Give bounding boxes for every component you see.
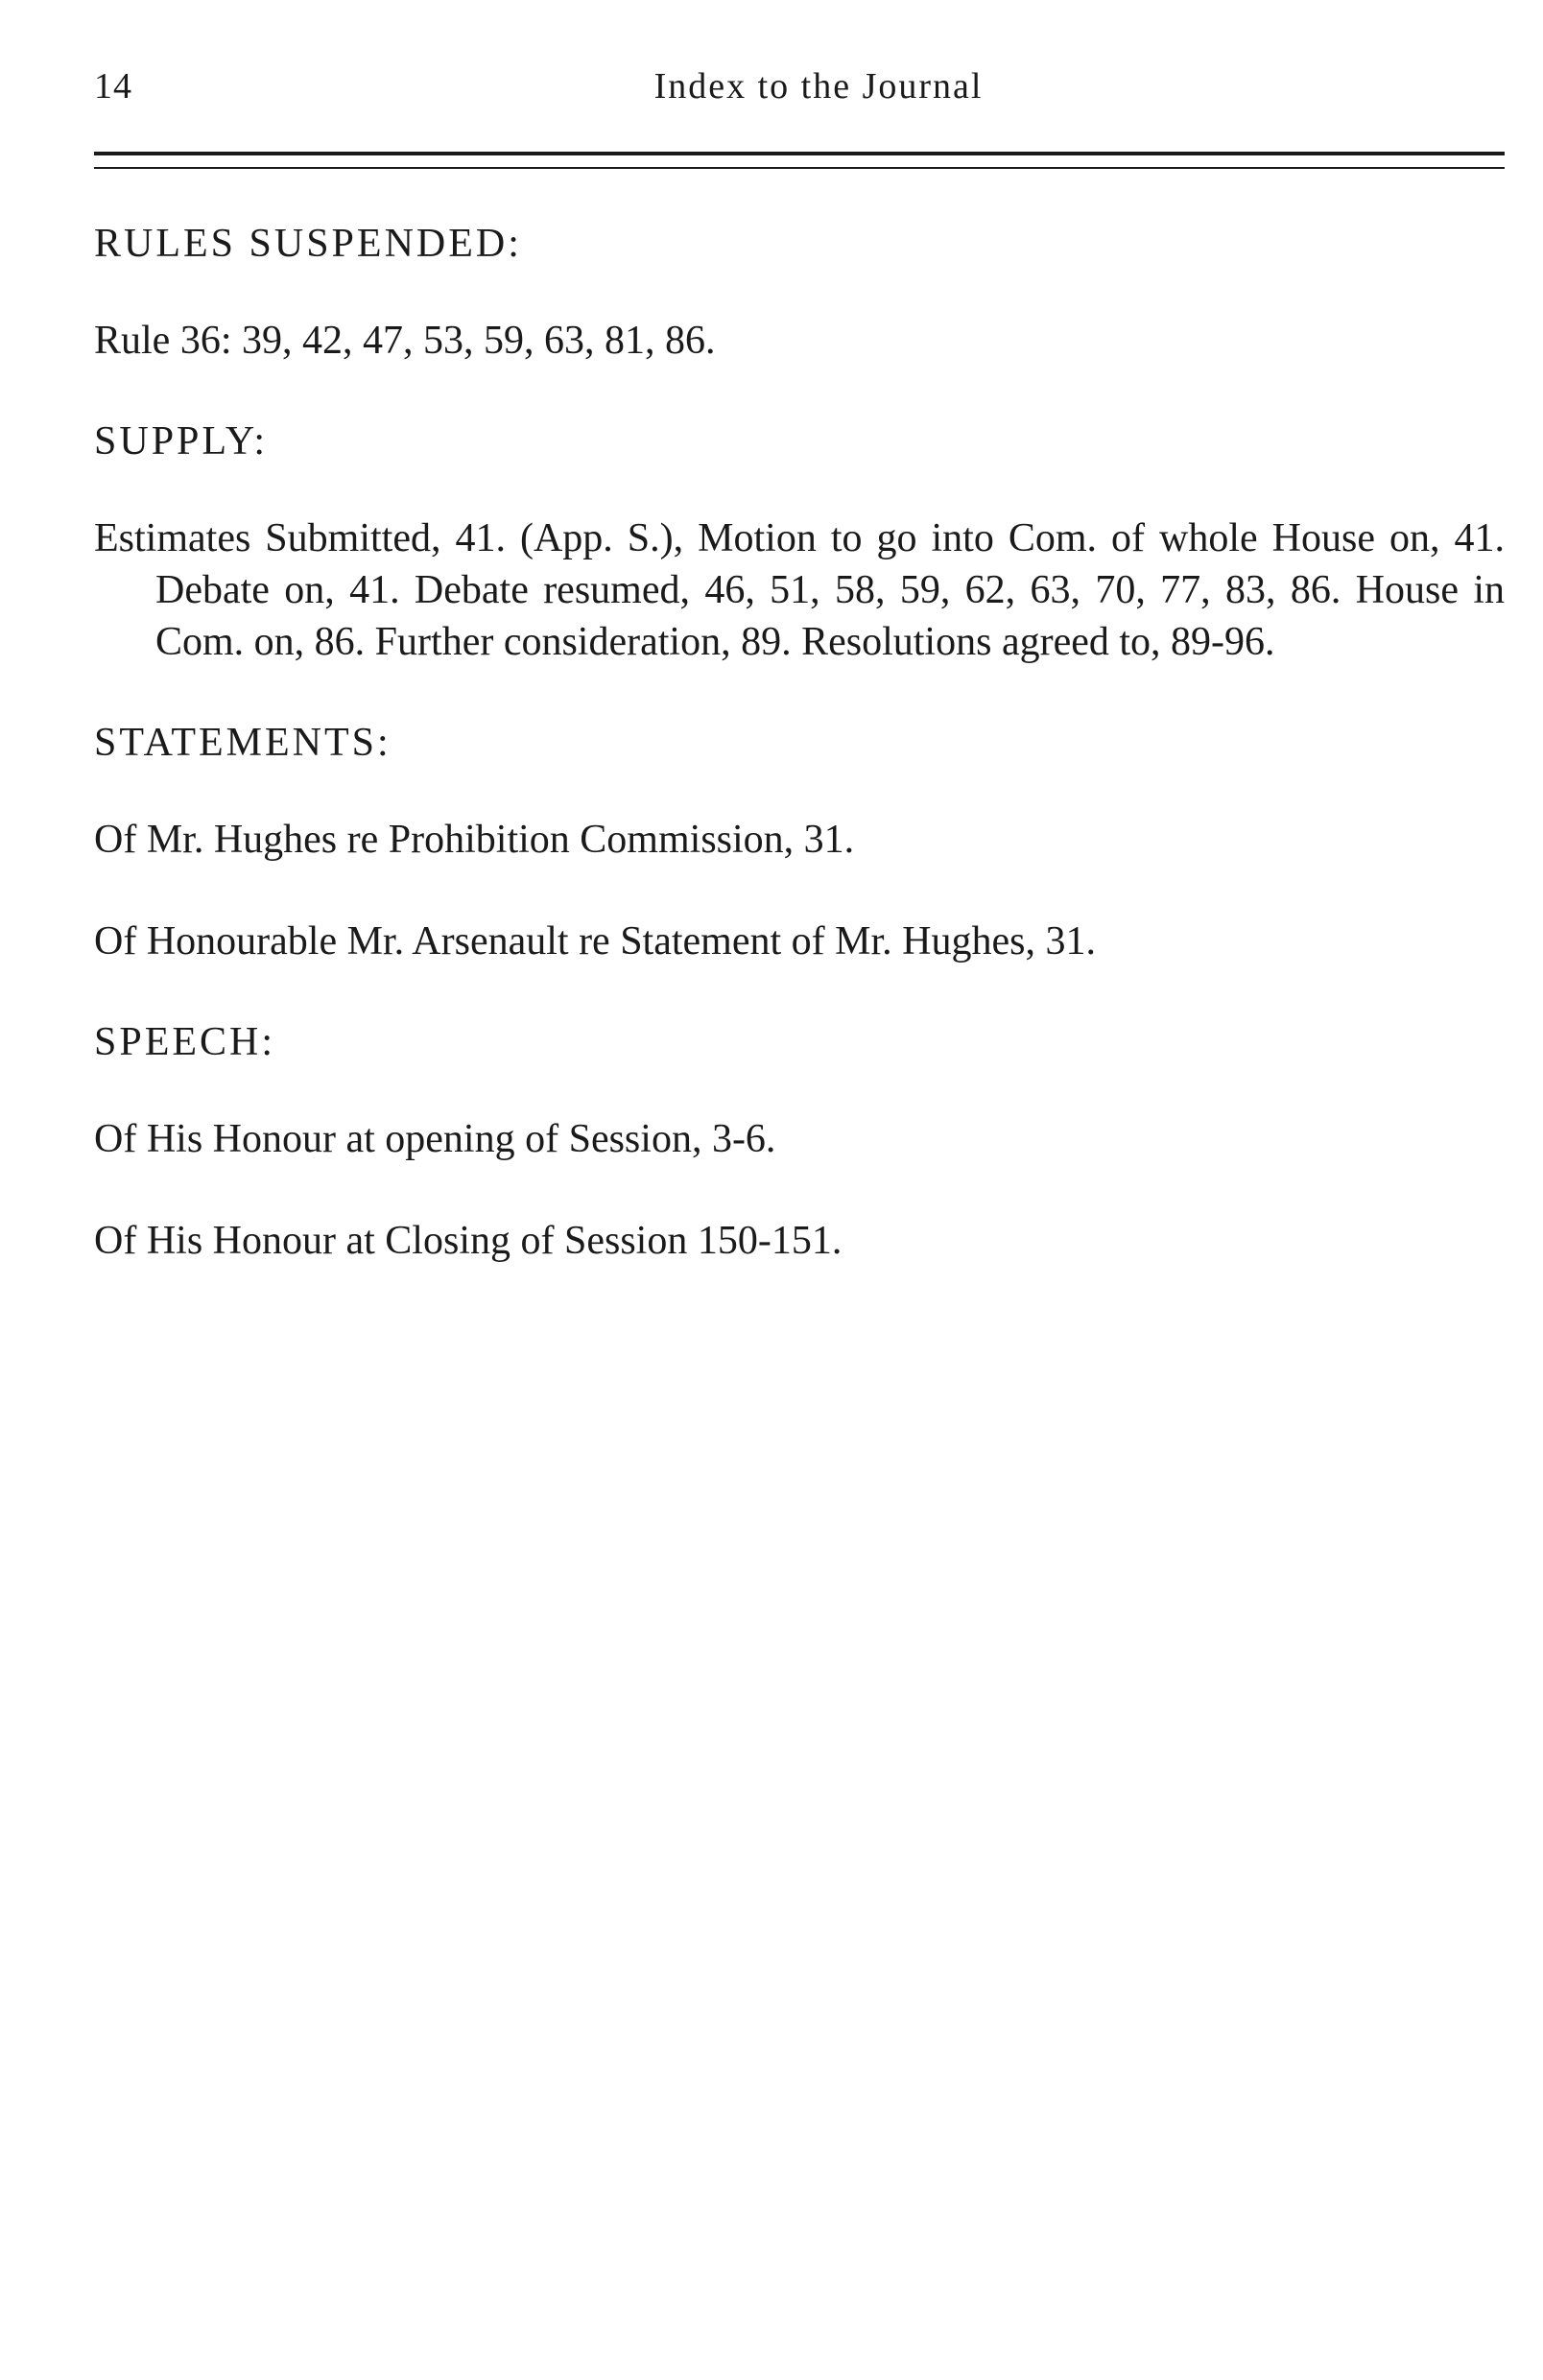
page-header xyxy=(94,65,1505,123)
index-entry: Of His Honour at opening of Session, 3-6. xyxy=(94,1117,776,1161)
header-rule-thin xyxy=(94,167,1505,169)
index-content xyxy=(94,219,1505,1317)
section-heading: SUPPLY: xyxy=(94,419,269,464)
index-entry: Rule 36: 39, 42, 47, 53, 59, 63, 81, 86. xyxy=(94,319,716,363)
section-statements xyxy=(94,718,1505,967)
section-rules-suspended xyxy=(94,219,1505,367)
section-supply xyxy=(94,416,1505,668)
index-entry: Estimates Submitted, 41. (App. S.), Motion to go into Com. of whole House on, 41. Debate on, 41. Debate resumed, 46, 51, 58, 59, 62, 63, 70, 77, 83, 86. House in Com. on, 86. Further consideration, 89. Resolutions agreed to, 89-96. xyxy=(94,516,1505,664)
index-entry: Of His Honour at Closing of Session 150-151. xyxy=(94,1219,843,1263)
page-number: 14 xyxy=(94,66,132,107)
section-heading: SPEECH: xyxy=(94,1020,276,1064)
section-heading: STATEMENTS: xyxy=(94,721,392,765)
index-entry: Of Honourable Mr. Arsenault re Statement of Mr. Hughes, 31. xyxy=(94,919,1096,964)
section-speech xyxy=(94,1017,1505,1267)
running-title: Index to the Journal xyxy=(653,66,984,107)
section-heading: RULES SUSPENDED: xyxy=(94,222,522,266)
header-rule-thick xyxy=(94,152,1505,155)
index-entry: Of Mr. Hughes re Prohibition Commission, 31. xyxy=(94,818,855,862)
